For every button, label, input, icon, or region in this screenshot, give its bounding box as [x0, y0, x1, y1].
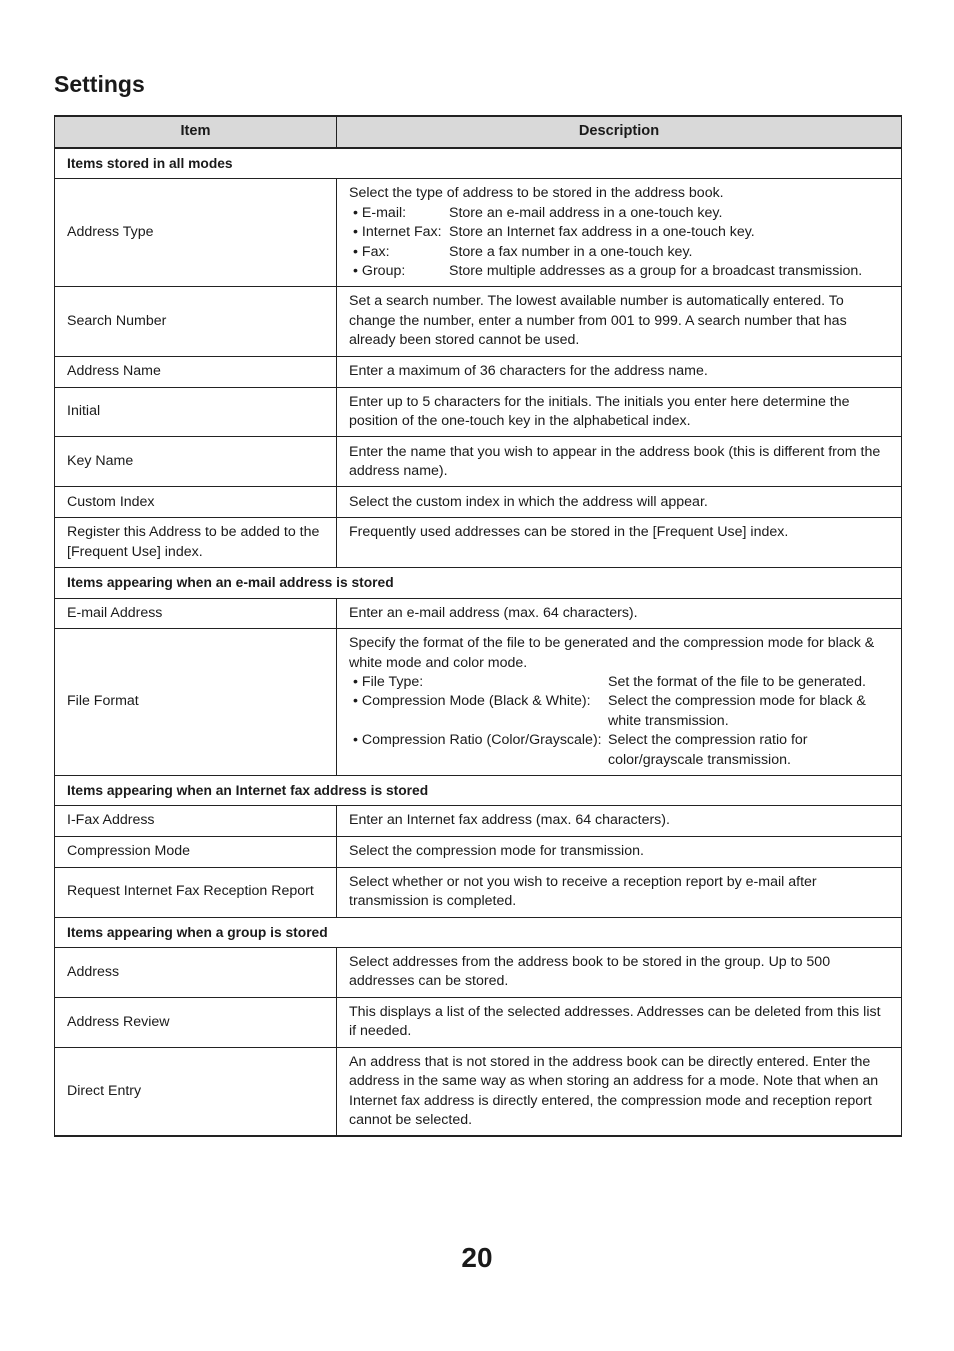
item-cell: Initial — [55, 387, 337, 437]
table-row — [55, 518, 902, 568]
bullet-label: • Compression Mode (Black & White): — [353, 692, 608, 731]
table-row — [55, 806, 902, 836]
item-cell: Address Review — [55, 997, 337, 1047]
section-title: Items appearing when an e-mail address is stored — [55, 568, 902, 598]
settings-table — [54, 115, 902, 1137]
item-cell: Direct Entry — [55, 1047, 337, 1136]
item-cell: Address Type — [55, 179, 337, 287]
item-cell: Request Internet Fax Reception Report — [55, 867, 337, 917]
item-cell: File Format — [55, 629, 337, 776]
bullet-text: Set the format of the file to be generated. — [608, 673, 866, 690]
table-row — [55, 598, 902, 628]
table-row — [55, 356, 902, 387]
item-cell: Compression Mode — [55, 836, 337, 867]
item-cell: Address — [55, 947, 337, 997]
section-row — [55, 917, 902, 947]
section-title: Items stored in all modes — [55, 148, 902, 179]
section-row — [55, 148, 902, 179]
description-cell: Frequently used addresses can be stored in the [Frequent Use] index. — [337, 518, 902, 568]
section-title: Items appearing when a group is stored — [55, 917, 902, 947]
table-row — [55, 179, 902, 287]
bullet-label: • Compression Ratio (Color/Grayscale): — [353, 731, 608, 770]
table-row — [55, 487, 902, 518]
table-row — [55, 1047, 902, 1136]
section-row — [55, 568, 902, 598]
bullet-text: Store multiple addresses as a group for a broadcast transmission. — [449, 263, 863, 280]
table-row — [55, 947, 902, 997]
table-row — [55, 867, 902, 917]
bullet-text: Store a fax number in a one-touch key. — [449, 243, 693, 260]
item-cell: Search Number — [55, 287, 337, 356]
bullet-label: • Fax: — [353, 243, 449, 262]
item-cell: I-Fax Address — [55, 806, 337, 836]
table-row — [55, 997, 902, 1047]
bullet-label: • Group: — [353, 262, 449, 281]
section-title: Items appearing when an Internet fax address is stored — [55, 775, 902, 805]
description-cell — [337, 179, 902, 287]
description-cell: Enter an Internet fax address (max. 64 characters). — [337, 806, 902, 836]
item-cell: Address Name — [55, 356, 337, 387]
bullet-text: Select the compression mode for black & white transmission. — [608, 693, 866, 729]
table-row — [55, 387, 902, 437]
page-title: Settings — [54, 71, 145, 97]
table-row — [55, 437, 902, 487]
description-cell: Select whether or not you wish to receive a reception report by e-mail after transmission is completed. — [337, 867, 902, 917]
column-header-item: Item — [55, 116, 337, 148]
bullet-text: Select the compression ratio for color/grayscale transmission. — [608, 732, 808, 768]
item-cell: Register this Address to be added to the [Frequent Use] index. — [55, 518, 337, 568]
description-intro: Specify the format of the file to be generated and the compression mode for black & white mode and color mode. — [349, 635, 875, 671]
table-row — [55, 836, 902, 867]
table-row — [55, 287, 902, 356]
table-row — [55, 629, 902, 776]
bullet-list — [349, 673, 889, 770]
bullet-list — [349, 204, 889, 282]
description-cell: Enter an e-mail address (max. 64 characters). — [337, 598, 902, 628]
item-cell: E-mail Address — [55, 598, 337, 628]
description-intro: Select the type of address to be stored in the address book. — [349, 185, 724, 202]
description-cell: Enter a maximum of 36 characters for the address name. — [337, 356, 902, 387]
description-cell: Select addresses from the address book to be stored in the group. Up to 500 addresses can be stored. — [337, 947, 902, 997]
bullet-text: Store an e-mail address in a one-touch key. — [449, 204, 723, 221]
bullet-label: • File Type: — [353, 673, 608, 692]
description-cell: Enter up to 5 characters for the initials. The initials you enter here determine the position of the one-touch key in the alphabetical index. — [337, 387, 902, 437]
description-cell: Set a search number. The lowest available number is automatically entered. To change the number, enter a number from 001 to 999. A search number that has already been stored cannot be used. — [337, 287, 902, 356]
description-cell — [337, 629, 902, 776]
column-header-description: Description — [337, 116, 902, 148]
description-cell: Select the compression mode for transmission. — [337, 836, 902, 867]
item-cell: Custom Index — [55, 487, 337, 518]
item-cell: Key Name — [55, 437, 337, 487]
bullet-label: • E-mail: — [353, 204, 449, 223]
table-header-row — [55, 116, 902, 148]
description-cell: Select the custom index in which the address will appear. — [337, 487, 902, 518]
section-row — [55, 775, 902, 805]
bullet-label: • Internet Fax: — [353, 223, 449, 242]
description-cell: This displays a list of the selected addresses. Addresses can be deleted from this list if needed. — [337, 997, 902, 1047]
bullet-text: Store an Internet fax address in a one-touch key. — [449, 224, 755, 241]
description-cell: An address that is not stored in the address book can be directly entered. Enter the address in the same way as when storing an address for a mode. Note that when an Internet fax address is directly entered, the compression mode and reception report cannot be selected. — [337, 1047, 902, 1136]
description-cell: Enter the name that you wish to appear in the address book (this is different from the address name). — [337, 437, 902, 487]
page-number: 20 — [461, 1242, 493, 1273]
